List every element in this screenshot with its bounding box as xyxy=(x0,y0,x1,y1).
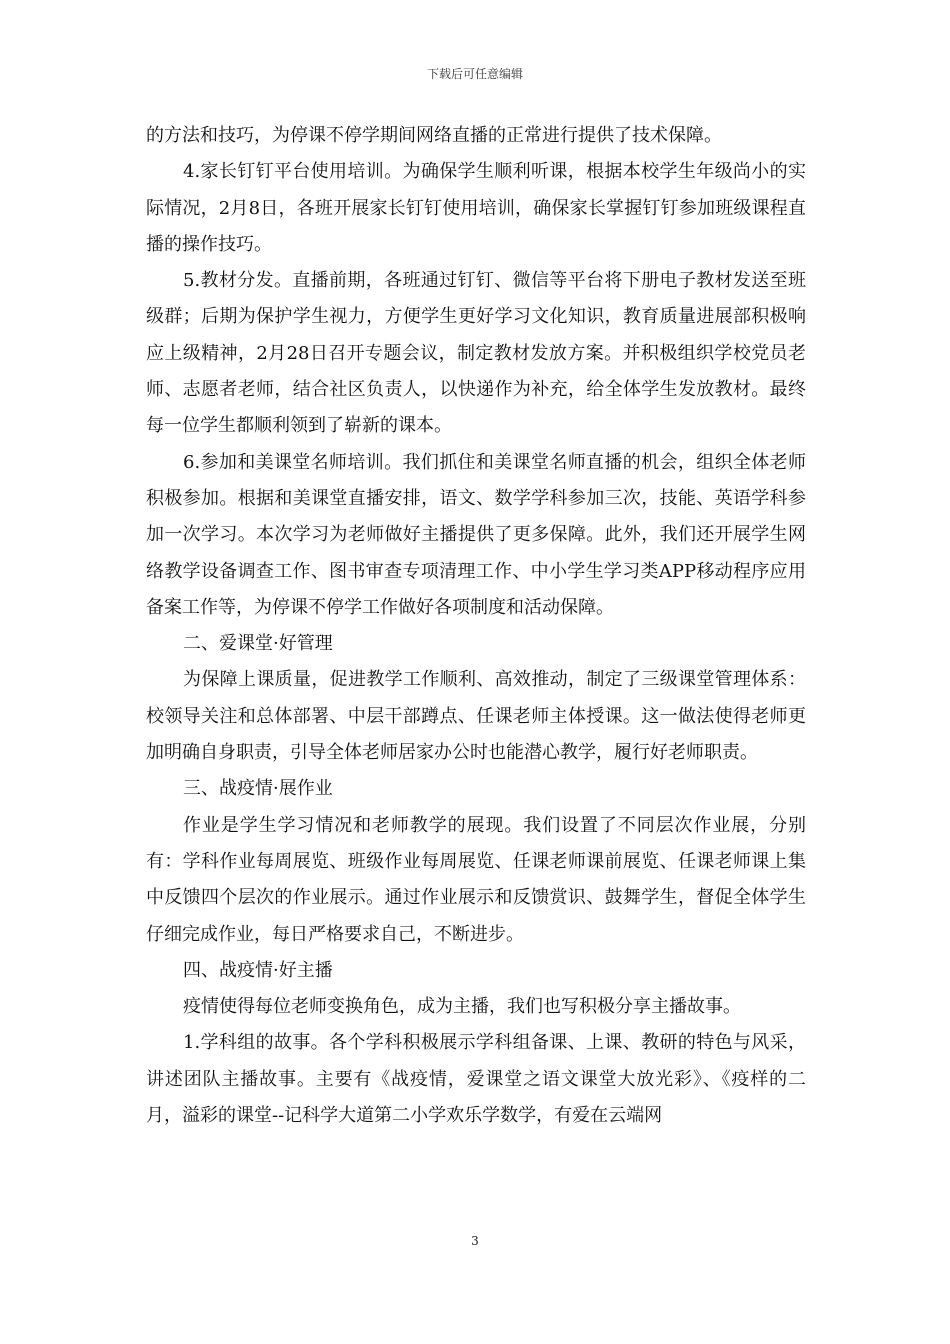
paragraph: 为保障上课质量，促进教学工作顺利、高效推动，制定了三级课堂管理体系：校领导关注和总体部署、中层干部蹲点、任课老师主体授课。这一做法使得老师更加明确自身职责，引导全体老师居家办公时也能潜心教学，履行好老师职责。 xyxy=(146,669,806,764)
document-body xyxy=(146,118,806,1134)
section-heading: 二、爱课堂·好管理 xyxy=(183,633,333,655)
paragraph: 疫情使得每位老师变换角色，成为主播，我们也写积极分享主播故事。 xyxy=(183,996,741,1018)
paragraph: 5.教材分发。直播前期，各班通过钉钉、微信等平台将下册电子教材发送至班级群；后期为保护学生视力，方便学生更好学习文化知识，教育质量进展部积极响应上级精神，2月28日召开专题会议，制定教材发放方案。并积极组织学校党员老师、志愿者老师，结合社区负责人，以快递作为补充，给全体学生发放教材。最终每一位学生都顺利领到了崭新的课本。 xyxy=(146,270,806,437)
paragraph: 6.参加和美课堂名师培训。我们抓住和美课堂名师直播的机会，组织全体老师积极参加。根据和美课堂直播安排，语文、数学学科参加三次，技能、英语学科参加一次学习。本次学习为老师做好主播提供了更多保障。此外，我们还开展学生网络教学设备调查工作、图书审查专项清理工作、中小学生学习类APP移动程序应用备案工作等，为停课不停学工作做好各项制度和活动保障。 xyxy=(146,451,806,618)
paragraph: 的方法和技巧，为停课不停学期间网络直播的正常进行提供了技术保障。 xyxy=(146,125,722,146)
page-number: 3 xyxy=(471,1234,479,1248)
paragraph: 作业是学生学习情况和老师教学的展现。我们设置了不同层次作业展，分别有：学科作业每周展览、班级作业每周展览、任课老师课前展览、任课老师课上集中反馈四个层次的作业展示。通过作业展示和反馈赏识、鼓舞学生，督促全体学生仔细完成作业，每日严格要求自己，不断进步。 xyxy=(146,814,806,945)
paragraph: 1.学科组的故事。各个学科积极展示学科组备课、上课、教研的特色与风采，讲述团队主播故事。主要有《战疫情，爱课堂之语文课堂大放光彩》、《疫样的二月，溢彩的课堂--记科学大道第二小学欢乐学数学，有爱在云端网 xyxy=(146,1032,806,1127)
page-header: 下载后可任意编辑 xyxy=(426,67,523,81)
paragraph: 4.家长钉钉平台使用培训。为确保学生顺利听课，根据本校学生年级尚小的实际情况，2月8日，各班开展家长钉钉使用培训，确保家长掌握钉钉参加班级课程直播的操作技巧。 xyxy=(146,161,806,255)
section-heading: 四、战疫情·好主播 xyxy=(183,959,333,981)
section-heading: 三、战疫情·展作业 xyxy=(183,778,333,800)
